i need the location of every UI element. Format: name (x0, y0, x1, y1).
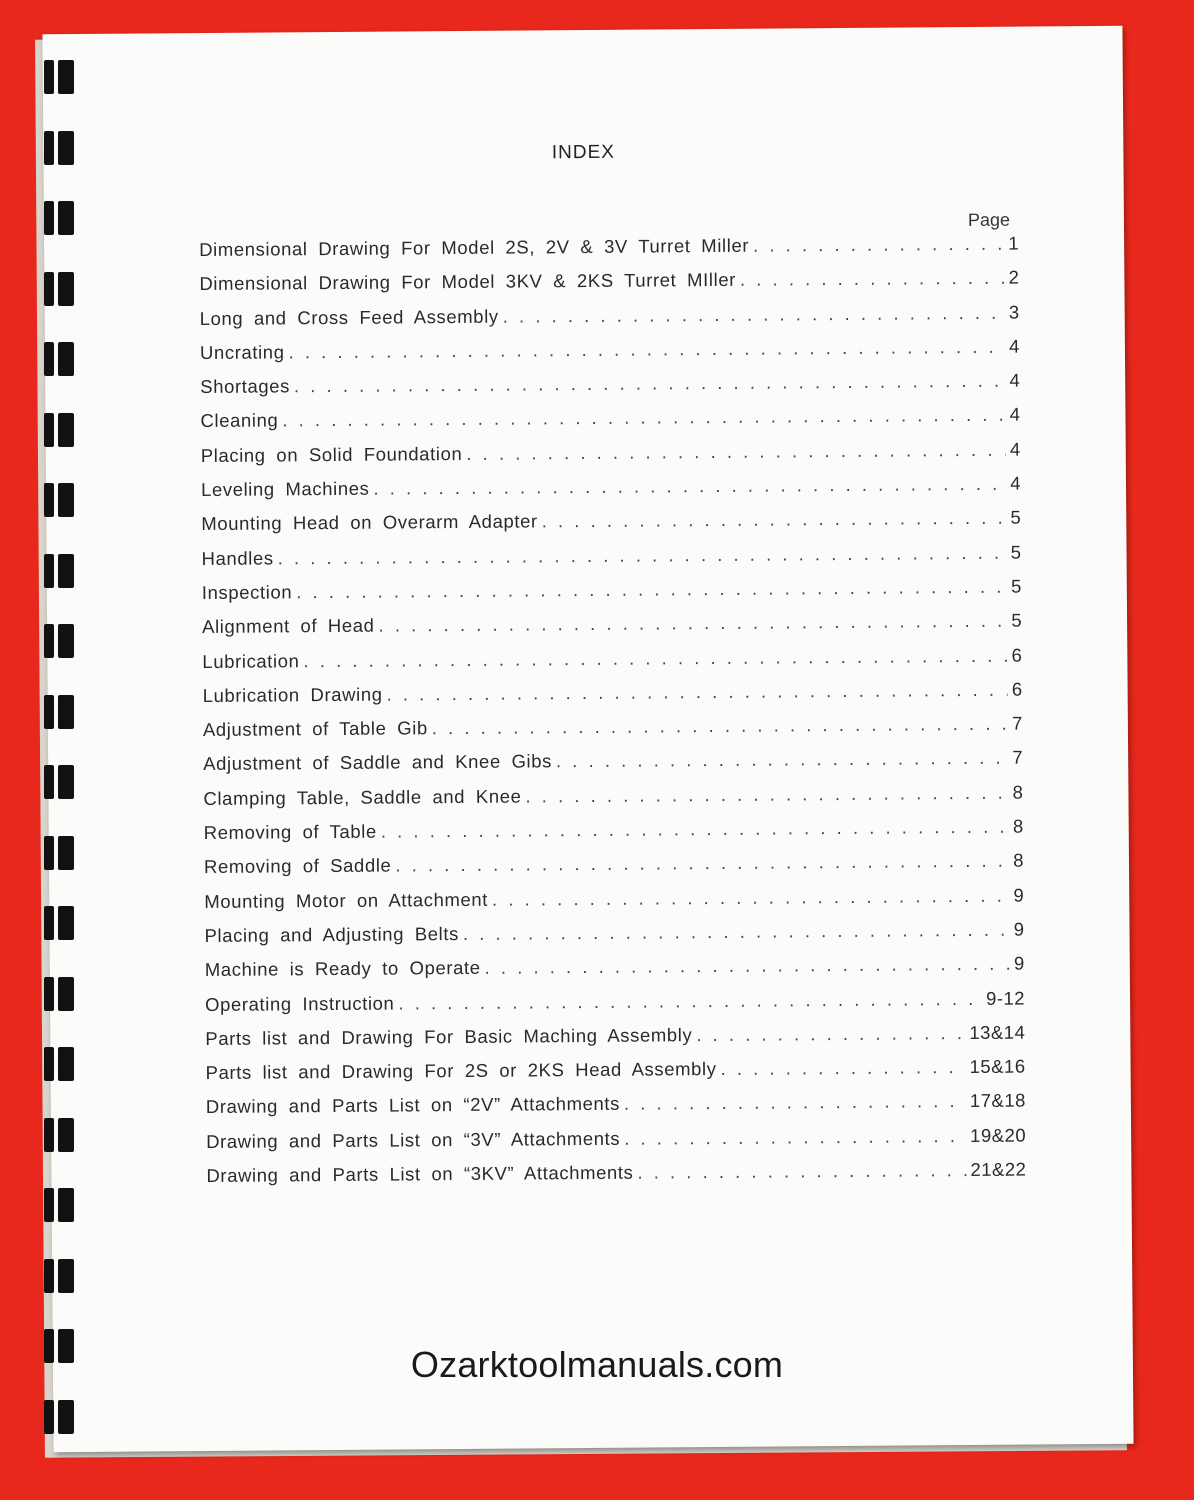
toc-entry-label: Parts list and Drawing For 2S or 2KS Head Assembly (205, 1058, 717, 1084)
toc-entry-label: Lubrication Drawing (202, 683, 383, 706)
binding-coil (44, 906, 78, 940)
dot-leader (282, 404, 1006, 432)
dot-leader (753, 233, 1004, 257)
index-title: INDEX (551, 141, 616, 164)
dot-leader (294, 370, 1006, 398)
toc-entry-page: 4 (1009, 404, 1021, 426)
toc-entry-label: Handles (201, 547, 274, 569)
toc-entry-page: 8 (1012, 781, 1024, 803)
toc-entry-page: 5 (1010, 541, 1022, 563)
toc-entry-label: Cleaning (200, 409, 279, 432)
dot-leader (637, 1159, 966, 1184)
toc-entry-label: Adjustment of Saddle and Knee Gibs (203, 750, 553, 775)
toc-entry-page: 13&14 (969, 1021, 1026, 1043)
dot-leader (278, 541, 1007, 569)
binding-coil (44, 1047, 78, 1081)
toc-entry-page: 4 (1009, 438, 1021, 460)
toc-entry (206, 1159, 1026, 1200)
toc-entry-page: 5 (1010, 506, 1022, 529)
toc-entry-page: 3 (1008, 301, 1020, 323)
toc-entry-page: 4 (1010, 472, 1022, 494)
toc-entry-page: 2 (1008, 266, 1020, 288)
manual-page (42, 26, 1133, 1452)
toc-entry-page: 9 (1013, 952, 1025, 974)
dot-leader (432, 713, 1008, 740)
toc-entry-page: 8 (1013, 849, 1025, 872)
toc-entry-label: Drawing and Parts List on “3V” Attachments (206, 1127, 621, 1152)
toc-entry-label: Adjustment of Table Gib (202, 717, 428, 741)
dot-leader (303, 644, 1007, 672)
dot-leader (542, 507, 1007, 533)
binding-coil (44, 201, 78, 235)
binding-coil (44, 413, 78, 447)
dot-leader (485, 953, 1011, 979)
binding-coil (44, 131, 78, 165)
watermark: Ozarktoolmanuals.com (410, 1344, 784, 1385)
dot-leader (398, 987, 982, 1014)
toc-entry-page: 21&22 (970, 1158, 1027, 1181)
toc-entry-label: Placing on Solid Foundation (200, 442, 463, 466)
toc-entry-label: Operating Instruction (204, 992, 395, 1015)
toc-entry-label: Mounting Motor on Attachment (204, 888, 489, 912)
binding-coil (44, 1188, 78, 1222)
dot-leader (503, 301, 1005, 327)
binding-coil (44, 1400, 78, 1434)
toc-entry-label: Drawing and Parts List on “3KV” Attachments (206, 1161, 634, 1187)
toc-entry-label: Removing of Saddle (203, 854, 392, 878)
dot-leader (556, 747, 1009, 773)
toc-entry-label: Machine is Ready to Operate (204, 957, 481, 981)
toc-entry-page: 19&20 (970, 1124, 1027, 1146)
toc-entry-page: 4 (1009, 335, 1021, 357)
dot-leader (378, 610, 1007, 637)
page-column-header: Page (967, 209, 1011, 230)
table-of-contents (199, 233, 1027, 1200)
binding-coil (44, 554, 78, 588)
dot-leader (466, 438, 1006, 464)
binding-coil (44, 483, 78, 517)
toc-entry-label: Placing and Adjusting Belts (204, 922, 459, 946)
dot-leader (720, 1056, 965, 1080)
toc-entry-page: 5 (1010, 575, 1022, 597)
binding-coil (44, 977, 78, 1011)
dot-leader (373, 473, 1006, 500)
toc-entry-page: 1 (1008, 232, 1020, 254)
dot-leader (624, 1125, 966, 1150)
dot-leader (624, 1090, 966, 1115)
toc-entry-page: 9 (1013, 918, 1025, 940)
spiral-binding (44, 60, 84, 1420)
toc-entry-label: Drawing and Parts List on “2V” Attachments (205, 1093, 621, 1118)
binding-coil (44, 342, 78, 376)
binding-coil (44, 624, 78, 658)
toc-entry-page: 7 (1012, 747, 1024, 769)
toc-entry-label: Long and Cross Feed Assembly (199, 305, 499, 329)
toc-entry-label: Alignment of Head (202, 614, 375, 638)
binding-coil (44, 695, 78, 729)
toc-entry-label: Clamping Table, Saddle and Knee (203, 785, 522, 809)
toc-entry-page: 7 (1012, 712, 1023, 734)
toc-entry-page: 15&16 (969, 1055, 1026, 1078)
toc-entry-label: Inspection (201, 581, 293, 603)
dot-leader (296, 576, 1007, 604)
binding-coil (44, 765, 78, 799)
toc-entry-label: Shortages (200, 375, 291, 398)
dot-leader (381, 816, 1009, 843)
toc-entry-page: 6 (1011, 644, 1023, 666)
toc-entry-page: 8 (1012, 815, 1024, 837)
binding-coil (44, 836, 78, 870)
binding-coil (44, 60, 78, 94)
binding-coil (44, 1259, 78, 1293)
toc-entry-label: Parts list and Drawing For Basic Maching Assembly (205, 1024, 693, 1049)
toc-entry-label: Leveling Machines (200, 477, 370, 501)
binding-coil (44, 1118, 78, 1152)
dot-leader (288, 336, 1005, 364)
toc-entry-page: 9 (1013, 884, 1025, 906)
toc-entry-page: 4 (1009, 369, 1021, 391)
toc-entry-label: Uncrating (199, 341, 285, 363)
dot-leader (395, 850, 1009, 877)
dot-leader (386, 679, 1007, 706)
toc-entry-label: Mounting Head on Overarm Adapter (201, 510, 538, 535)
binding-coil (44, 272, 78, 306)
toc-entry-label: Lubrication (202, 649, 300, 672)
toc-entry-label: Dimensional Drawing For Model 2S, 2V & 3V Turret Miller (199, 234, 750, 261)
dot-leader (696, 1022, 965, 1046)
toc-entry-page: 17&18 (969, 1089, 1026, 1112)
toc-entry-page: 6 (1011, 678, 1023, 700)
toc-entry-label: Dimensional Drawing For Model 3KV & 2KS Turret MIller (199, 269, 737, 295)
dot-leader (463, 919, 1010, 945)
dot-leader (492, 884, 1010, 910)
dot-leader (525, 781, 1008, 807)
toc-entry-label: Removing of Table (203, 820, 377, 844)
toc-entry-page: 9-12 (985, 987, 1026, 1009)
toc-entry-page: 5 (1011, 609, 1023, 631)
dot-leader (740, 267, 1005, 291)
